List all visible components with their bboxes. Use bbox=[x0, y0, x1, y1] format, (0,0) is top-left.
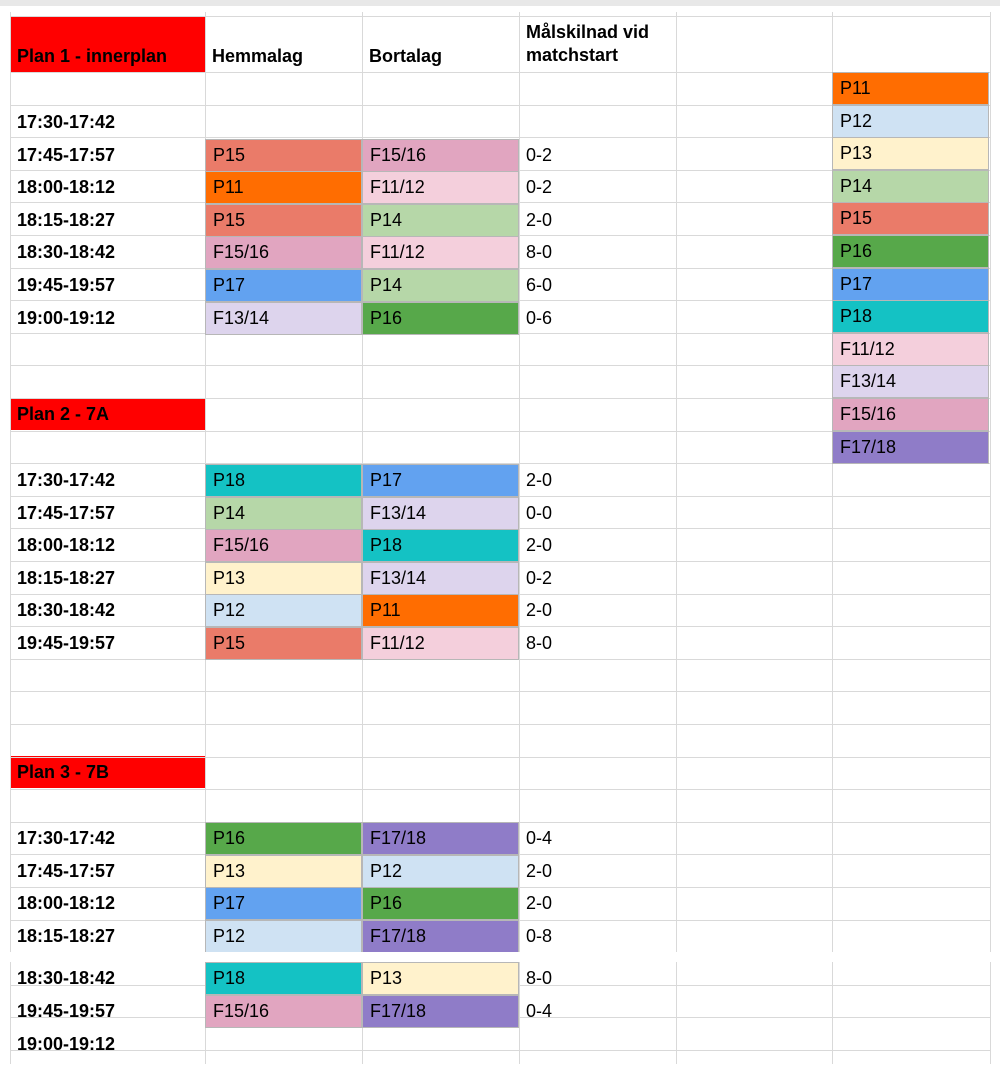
goal-diff-cell[interactable]: 2-0 bbox=[526, 210, 553, 230]
away-team-cell[interactable]: P17 bbox=[362, 464, 519, 497]
away-team-cell[interactable]: F13/14 bbox=[362, 497, 519, 530]
away-team-cell[interactable]: F15/16 bbox=[362, 139, 519, 172]
goal-diff-cell[interactable]: 0-2 bbox=[526, 568, 553, 588]
away-team-cell[interactable]: P13 bbox=[362, 962, 519, 995]
goal-diff-cell[interactable]: 0-2 bbox=[526, 177, 553, 197]
away-team-cell[interactable]: P12 bbox=[362, 855, 519, 888]
home-team-cell[interactable]: P18 bbox=[205, 962, 362, 995]
gridline bbox=[10, 724, 990, 725]
time-cell[interactable]: 18:15-18:27 bbox=[17, 210, 116, 230]
home-team-cell[interactable]: P18 bbox=[205, 464, 362, 497]
time-cell[interactable]: 18:00-18:12 bbox=[17, 177, 116, 197]
legend-swatch[interactable]: P14 bbox=[832, 170, 989, 203]
goal-diff-cell[interactable]: 8-0 bbox=[526, 633, 553, 653]
legend-swatch[interactable]: P15 bbox=[832, 202, 989, 235]
home-team-cell[interactable]: P12 bbox=[205, 920, 362, 953]
time-cell[interactable]: 17:45-17:57 bbox=[17, 145, 116, 165]
away-team-cell[interactable]: F13/14 bbox=[362, 562, 519, 595]
goal-diff-cell[interactable]: 2-0 bbox=[526, 470, 553, 490]
home-team-cell[interactable]: F13/14 bbox=[205, 302, 362, 335]
legend-swatch[interactable]: F13/14 bbox=[832, 365, 989, 398]
time-cell[interactable]: 17:45-17:57 bbox=[17, 861, 116, 881]
home-team-cell[interactable]: P15 bbox=[205, 627, 362, 660]
legend-swatch[interactable]: P11 bbox=[832, 72, 989, 105]
home-team-cell[interactable]: F15/16 bbox=[205, 529, 362, 562]
goal-diff-cell[interactable]: 2-0 bbox=[526, 600, 553, 620]
away-team-cell[interactable]: F11/12 bbox=[362, 236, 519, 269]
time-cell[interactable]: 18:15-18:27 bbox=[17, 568, 116, 588]
goal-diff-cell[interactable]: 2-0 bbox=[526, 861, 553, 881]
plan-3-header[interactable]: Plan 3 - 7B bbox=[10, 756, 206, 788]
time-cell[interactable]: 18:00-18:12 bbox=[17, 893, 116, 913]
goal-diff-cell[interactable]: 8-0 bbox=[526, 968, 553, 988]
away-team-cell[interactable]: P14 bbox=[362, 204, 519, 237]
legend-swatch[interactable]: P18 bbox=[832, 300, 989, 333]
goal-diff-cell[interactable]: 0-6 bbox=[526, 308, 553, 328]
legend-swatch[interactable]: F17/18 bbox=[832, 431, 989, 464]
goal-diff-cell[interactable]: 0-4 bbox=[526, 828, 553, 848]
away-team-cell[interactable]: P14 bbox=[362, 269, 519, 302]
legend-swatch[interactable]: P16 bbox=[832, 235, 989, 268]
home-team-cell[interactable]: P12 bbox=[205, 594, 362, 627]
away-team-cell[interactable]: F17/18 bbox=[362, 822, 519, 855]
home-team-cell[interactable]: P11 bbox=[205, 171, 362, 204]
column-header-goal-diff[interactable]: Målskilnad vid matchstart bbox=[526, 22, 650, 65]
home-team-cell[interactable]: F15/16 bbox=[205, 995, 362, 1028]
time-cell[interactable]: 17:45-17:57 bbox=[17, 503, 116, 523]
home-team-cell[interactable]: P15 bbox=[205, 139, 362, 172]
row-break bbox=[0, 952, 1000, 962]
column-header-home[interactable]: Hemmalag bbox=[212, 46, 304, 66]
goal-diff-cell[interactable]: 2-0 bbox=[526, 893, 553, 913]
goal-diff-cell[interactable]: 6-0 bbox=[526, 275, 553, 295]
time-cell[interactable]: 18:30-18:42 bbox=[17, 968, 116, 988]
time-cell[interactable]: 17:30-17:42 bbox=[17, 828, 116, 848]
column-header-away[interactable]: Bortalag bbox=[369, 46, 443, 66]
gridline bbox=[10, 789, 990, 790]
away-team-cell[interactable]: F11/12 bbox=[362, 627, 519, 660]
plan-1-header[interactable]: Plan 1 - innerplan bbox=[10, 16, 206, 72]
away-team-cell[interactable]: F17/18 bbox=[362, 920, 519, 953]
away-team-cell[interactable]: F11/12 bbox=[362, 171, 519, 204]
home-team-cell[interactable]: P16 bbox=[205, 822, 362, 855]
goal-diff-cell[interactable]: 0-4 bbox=[526, 1001, 553, 1021]
away-team-cell[interactable]: P11 bbox=[362, 594, 519, 627]
time-cell[interactable]: 19:45-19:57 bbox=[17, 1001, 116, 1021]
gridline bbox=[676, 12, 677, 1064]
home-team-cell[interactable]: P13 bbox=[205, 562, 362, 595]
gridline bbox=[10, 16, 990, 17]
goal-diff-cell[interactable]: 0-0 bbox=[526, 503, 553, 523]
legend-swatch[interactable]: P17 bbox=[832, 268, 989, 301]
time-cell[interactable]: 19:00-19:12 bbox=[17, 308, 116, 328]
home-team-cell[interactable]: P15 bbox=[205, 204, 362, 237]
gridline bbox=[990, 12, 991, 1064]
legend-swatch[interactable]: F15/16 bbox=[832, 398, 989, 431]
legend-swatch[interactable]: P13 bbox=[832, 137, 989, 170]
home-team-cell[interactable]: P17 bbox=[205, 269, 362, 302]
time-cell[interactable]: 19:00-19:12 bbox=[17, 1034, 116, 1054]
time-cell[interactable]: 19:45-19:57 bbox=[17, 275, 116, 295]
away-team-cell[interactable]: P16 bbox=[362, 887, 519, 920]
home-team-cell[interactable]: P17 bbox=[205, 887, 362, 920]
time-cell[interactable]: 19:45-19:57 bbox=[17, 633, 116, 653]
gridline bbox=[10, 757, 990, 758]
time-cell[interactable]: 18:15-18:27 bbox=[17, 926, 116, 946]
time-cell[interactable]: 17:30-17:42 bbox=[17, 470, 116, 490]
plan-2-header[interactable]: Plan 2 - 7A bbox=[10, 398, 206, 430]
goal-diff-cell[interactable]: 2-0 bbox=[526, 535, 553, 555]
legend-swatch[interactable]: F11/12 bbox=[832, 333, 989, 366]
time-cell[interactable]: 17:30-17:42 bbox=[17, 112, 116, 132]
time-cell[interactable]: 18:30-18:42 bbox=[17, 600, 116, 620]
away-team-cell[interactable]: P16 bbox=[362, 302, 519, 335]
home-team-cell[interactable]: P13 bbox=[205, 855, 362, 888]
away-team-cell[interactable]: F17/18 bbox=[362, 995, 519, 1028]
goal-diff-cell[interactable]: 0-8 bbox=[526, 926, 553, 946]
home-team-cell[interactable]: P14 bbox=[205, 497, 362, 530]
home-team-cell[interactable]: F15/16 bbox=[205, 236, 362, 269]
time-cell[interactable]: 18:00-18:12 bbox=[17, 535, 116, 555]
gridline bbox=[10, 691, 990, 692]
time-cell[interactable]: 18:30-18:42 bbox=[17, 242, 116, 262]
goal-diff-cell[interactable]: 0-2 bbox=[526, 145, 553, 165]
goal-diff-cell[interactable]: 8-0 bbox=[526, 242, 553, 262]
away-team-cell[interactable]: P18 bbox=[362, 529, 519, 562]
legend-swatch[interactable]: P12 bbox=[832, 105, 989, 138]
